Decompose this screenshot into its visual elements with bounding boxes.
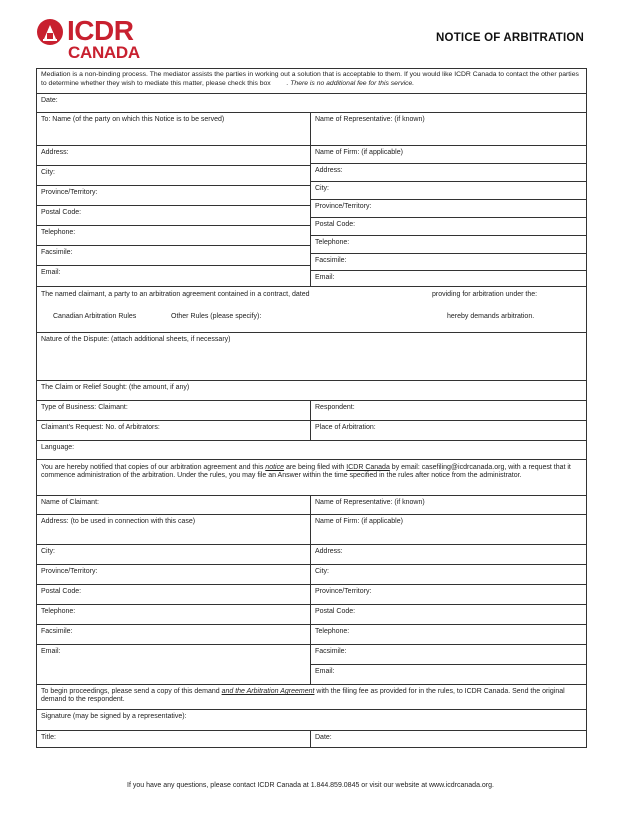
relief-label: The Claim or Relief Sought: (the amount, if any)	[41, 384, 190, 391]
claimant-rep-address-field[interactable]	[311, 545, 586, 565]
mediation-fee-text: . There is no additional fee for this service.	[286, 80, 415, 87]
claimant-fax-field[interactable]	[37, 625, 310, 645]
respondent-rep-email-field[interactable]	[311, 271, 586, 286]
field-label: Postal Code:	[315, 608, 356, 615]
relief-row[interactable]	[37, 381, 586, 401]
field-label: Name of Representative: (if known)	[315, 499, 425, 506]
request-row	[37, 421, 586, 441]
brand-name: ICDR	[67, 15, 134, 46]
field-label: City:	[41, 169, 55, 176]
claimant-address-row	[37, 515, 586, 545]
claim-statement-text: The named claimant, a party to an arbitration agreement contained in a contract, dated	[41, 291, 310, 298]
language-row[interactable]	[37, 441, 586, 460]
claimant-rep-province-field[interactable]	[311, 585, 586, 605]
respondent-business-field[interactable]	[311, 401, 586, 420]
claimant-rep-field[interactable]	[311, 496, 586, 514]
mediation-text: Mediation is a non-binding process. The mediator assists the parties in working out a solution that is acceptable to them. If you would like ICDR Canada to contact the other parties to determine whether they wish to mediate this matter, please check this box	[41, 71, 579, 87]
claimant-email-field[interactable]	[37, 645, 310, 684]
brand-subname: CANADA	[68, 43, 140, 62]
icdr-canada-logo	[37, 15, 157, 62]
claimant-details	[37, 545, 586, 685]
page-title: NOTICE OF ARBITRATION	[436, 32, 584, 44]
claimant-address-field[interactable]	[37, 515, 311, 544]
demand-text: hereby demands arbitration.	[447, 313, 535, 320]
respondent-rep-postal-field[interactable]	[311, 218, 586, 236]
date-field[interactable]	[311, 731, 586, 747]
field-label: Postal Code:	[315, 220, 356, 228]
proceedings-text-2: with the filing fee as provided for in the rules, to ICDR Canada. Send the original demand to the respondent.	[41, 688, 565, 703]
arbitration-form	[36, 68, 587, 748]
respondent-province-field[interactable]	[37, 186, 310, 206]
respondent-name-field[interactable]	[37, 113, 311, 145]
seal-icon	[37, 19, 63, 45]
claimant-rep-email-field[interactable]	[311, 665, 586, 684]
field-label: Name of Claimant:	[41, 499, 99, 506]
claimant-rep-telephone-field[interactable]	[311, 625, 586, 645]
field-label: Postal Code:	[41, 588, 82, 595]
claimant-city-field[interactable]	[37, 545, 310, 565]
respondent-rep-label: Name of Representative: (if known)	[315, 116, 425, 123]
proceedings-row	[37, 685, 586, 710]
dispute-row[interactable]	[37, 333, 586, 381]
respondent-city-field[interactable]	[37, 166, 310, 186]
field-label: Province/Territory:	[315, 202, 372, 210]
field-label: Email:	[41, 269, 61, 276]
field-label: Address:	[315, 166, 343, 174]
business-row	[37, 401, 586, 421]
respondent-telephone-field[interactable]	[37, 226, 310, 246]
other-rules-option[interactable]: Other Rules (please specify):	[171, 313, 262, 320]
field-label: City:	[41, 548, 55, 555]
title-date-row	[37, 731, 586, 748]
notice-text: You are hereby notified that copies of our arbitration agreement and this	[41, 464, 264, 471]
notice-row	[37, 460, 586, 496]
respondent-rep-telephone-field[interactable]	[311, 236, 586, 254]
date-row[interactable]	[37, 94, 586, 113]
field-label: Name of Firm: (if applicable)	[315, 149, 403, 156]
field-label: Email:	[315, 274, 335, 282]
proceedings-agreement: and the Arbitration Agreement	[221, 688, 315, 695]
respondent-rep-address-field[interactable]	[311, 164, 586, 182]
respondent-rep-city-field[interactable]	[311, 182, 586, 200]
field-label: Postal Code:	[41, 209, 82, 216]
field-label: Facsimile:	[315, 256, 347, 264]
signature-label: Signature (may be signed by a representative):	[41, 713, 187, 720]
proceedings-text: To begin proceedings, please send a copy of this demand	[41, 688, 220, 695]
field-label: Date:	[315, 734, 332, 741]
notice-org: ICDR Canada	[346, 464, 390, 471]
respondent-email-field[interactable]	[37, 266, 310, 286]
claim-statement-text-2: providing for arbitration under the:	[432, 291, 538, 298]
respondent-name-row	[37, 113, 586, 146]
notice-text-3: by email: casefiling@icdrcanada.org, with a request that it commence administration of the arbitration. Under the rules, you may file an Answer within the time specified in the rules after notice from the administrator.	[41, 464, 571, 479]
field-label: Type of Business: Claimant:	[41, 404, 128, 411]
field-label: Facsimile:	[41, 628, 73, 635]
claimant-telephone-field[interactable]	[37, 605, 310, 625]
field-label: Telephone:	[315, 238, 350, 246]
field-label: Address:	[41, 149, 69, 156]
claimant-firm-field[interactable]	[311, 515, 586, 544]
field-label: Province/Territory:	[41, 568, 98, 575]
place-field[interactable]	[311, 421, 586, 440]
field-label: Respondent:	[315, 404, 355, 411]
footer-contact: If you have any questions, please contact ICDR Canada at 1.844.859.0845 or visit our website at www.icdrcanada.org.	[127, 782, 494, 789]
field-label: Telephone:	[41, 608, 76, 615]
respondent-rep-field[interactable]	[311, 113, 586, 145]
claimant-province-field[interactable]	[37, 565, 310, 585]
dispute-label: Nature of the Dispute: (attach additional sheets, if necessary)	[41, 336, 231, 343]
claimant-business-field[interactable]	[37, 401, 311, 420]
signature-row[interactable]	[37, 710, 586, 731]
field-label: Title:	[41, 734, 56, 741]
field-label: Place of Arbitration:	[315, 424, 376, 431]
date-label: Date:	[41, 97, 58, 104]
respondent-fax-field[interactable]	[37, 246, 310, 266]
respondent-rep-province-field[interactable]	[311, 200, 586, 218]
field-label: City:	[315, 568, 329, 575]
mediation-notice-row	[37, 69, 586, 94]
language-label: Language:	[41, 444, 75, 451]
field-label: Email:	[41, 648, 61, 655]
field-label: Province/Territory:	[41, 189, 98, 196]
arbitrators-field[interactable]	[37, 421, 311, 440]
canadian-rules-option[interactable]: Canadian Arbitration Rules	[53, 313, 137, 320]
title-field[interactable]	[37, 731, 311, 747]
field-label: Facsimile:	[41, 249, 73, 256]
respondent-address-field[interactable]	[37, 146, 310, 166]
field-label: City:	[315, 184, 329, 192]
field-label: Address: (to be used in connection with this case)	[41, 518, 196, 525]
field-label: Province/Territory:	[315, 588, 372, 595]
claimant-rep-fax-field[interactable]	[311, 645, 586, 665]
claimant-postal-field[interactable]	[37, 585, 310, 605]
field-label: Address:	[315, 548, 343, 555]
claimant-rep-postal-field[interactable]	[311, 605, 586, 625]
claim-statement-row	[37, 287, 586, 333]
field-label: Claimant's Request: No. of Arbitrators:	[41, 424, 160, 431]
notice-word: notice	[265, 464, 284, 471]
respondent-firm-field[interactable]	[311, 146, 586, 164]
field-label: Telephone:	[41, 229, 76, 236]
field-label: Telephone:	[315, 628, 350, 635]
respondent-rep-fax-field[interactable]	[311, 254, 586, 272]
claimant-name-field[interactable]	[37, 496, 311, 514]
field-label: Email:	[315, 668, 335, 675]
mediation-checkbox[interactable]	[273, 79, 285, 85]
respondent-postal-field[interactable]	[37, 206, 310, 226]
respondent-details	[37, 146, 586, 287]
claimant-rep-city-field[interactable]	[311, 565, 586, 585]
claimant-name-row	[37, 496, 586, 515]
field-label: Facsimile:	[315, 648, 347, 655]
notice-text-2: are being filed with	[285, 464, 345, 471]
field-label: Name of Firm: (if applicable)	[315, 518, 403, 525]
respondent-name-label: To: Name (of the party on which this Notice is to be served)	[41, 116, 225, 123]
